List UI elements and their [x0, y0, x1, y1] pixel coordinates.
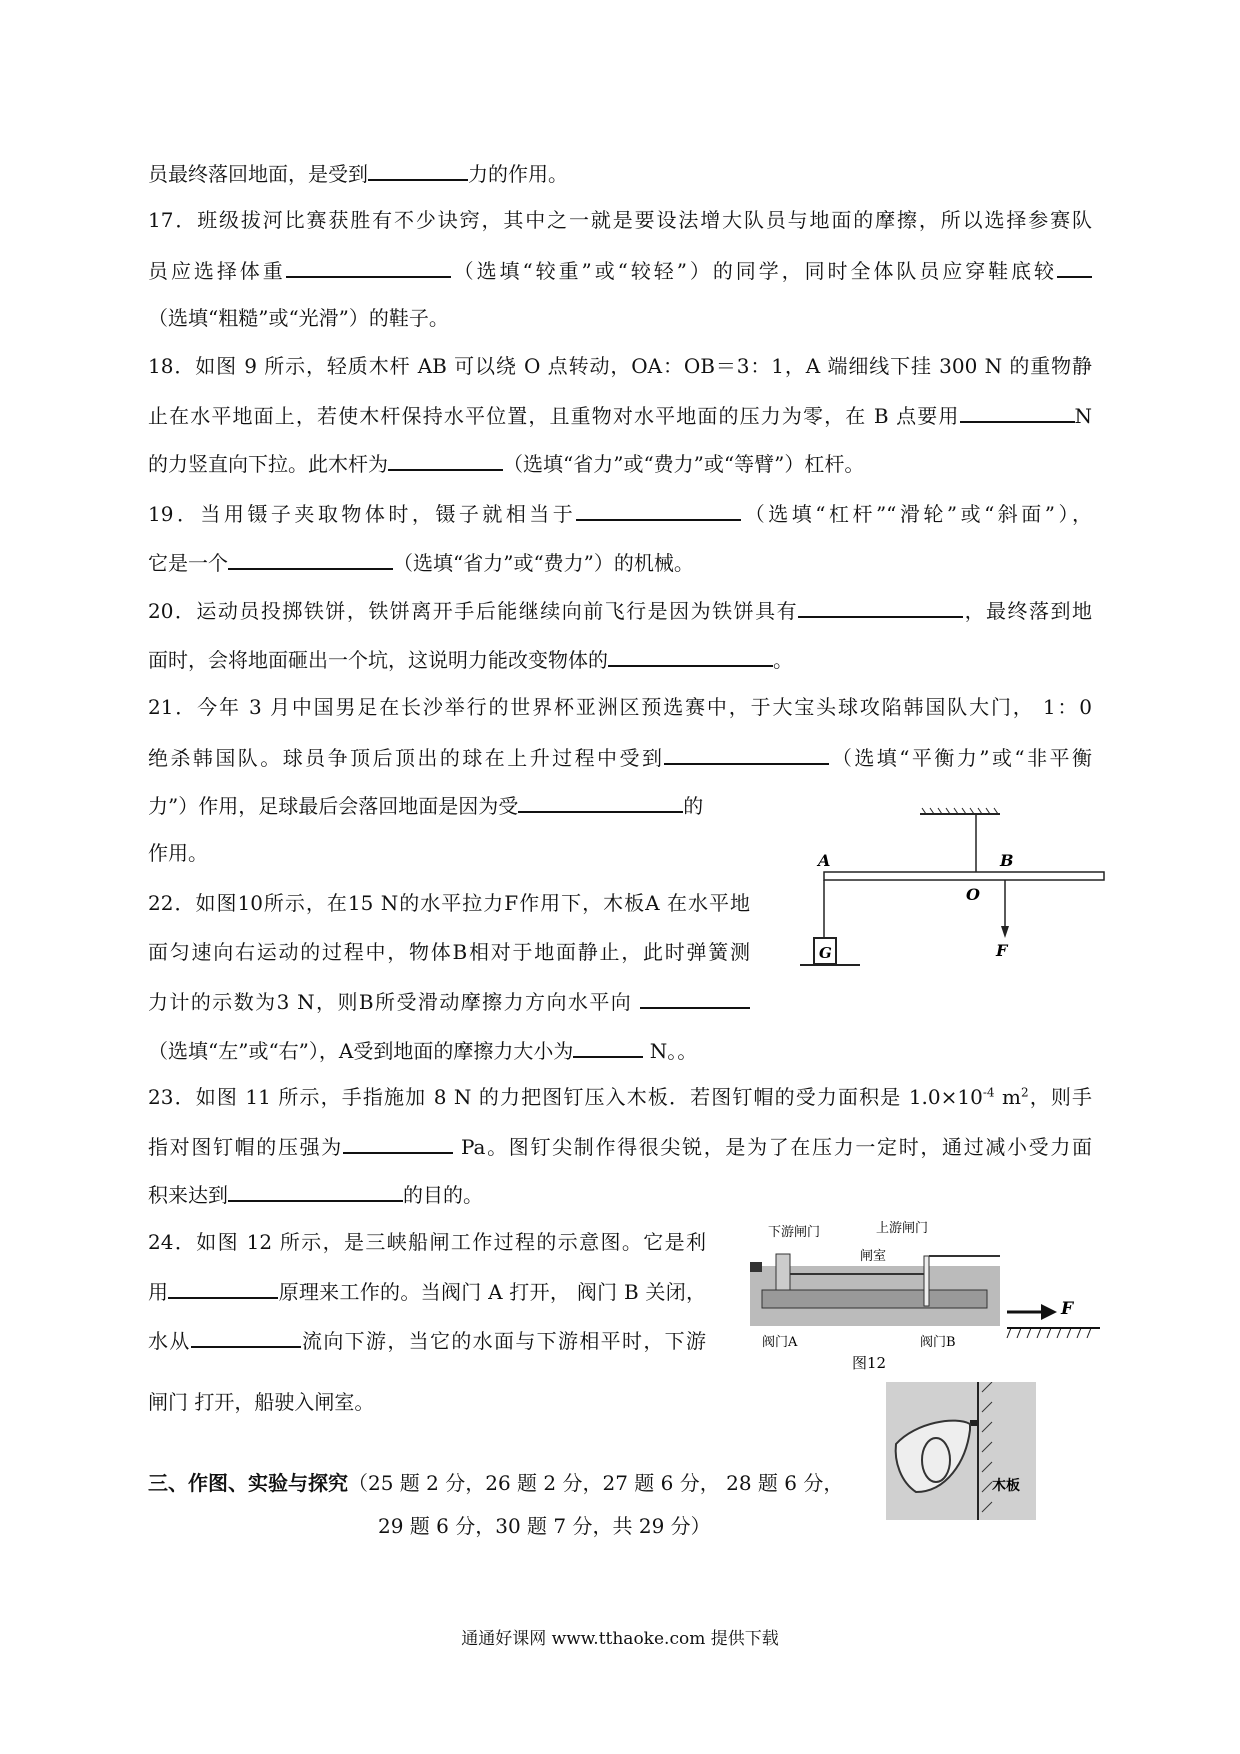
text: 17．班级拔河比赛获胜有不少诀窍，其中之一就是要设法增大队员与地面的摩擦，所以选择参赛队: [148, 208, 1092, 232]
section-scoring: （25 题 2 分，26 题 2 分，27 题 6 分， 28 题 6 分，: [348, 1471, 844, 1495]
label-f: F: [1061, 1299, 1074, 1319]
text: N: [1074, 404, 1092, 427]
answer-blank[interactable]: [368, 159, 468, 181]
text: 水从: [148, 1329, 191, 1352]
footer-source: 通通好课网 www.tthaoke.com 提供下载: [461, 1629, 779, 1649]
label-chamber: 闸室: [860, 1249, 887, 1264]
question-17: [148, 207, 1092, 233]
answer-blank[interactable]: [286, 256, 451, 278]
text: （选填“省力”或“费力”或“等臂”）杠杆。: [503, 452, 865, 476]
answer-blank[interactable]: [191, 1326, 301, 1348]
text-line: [148, 159, 568, 185]
label-valve-b: 阀门B: [920, 1335, 956, 1350]
label-a: A: [818, 851, 831, 870]
text: （选填“省力”或“费力”）的机械。: [393, 551, 694, 575]
text: （选填“左”或“右”），A受到地面的摩擦力大小为: [148, 1039, 574, 1063]
thumbtack-figure: [886, 1382, 1038, 1522]
text: （选填“平衡力”或“非平衡: [829, 746, 1092, 769]
answer-blank[interactable]: [573, 1036, 643, 1058]
text-line: [148, 1036, 697, 1062]
text-line: [148, 1389, 374, 1415]
exponent: 2: [1021, 1085, 1029, 1100]
text-line: [148, 401, 1092, 427]
text-line: [148, 987, 750, 1013]
text-line: [148, 449, 864, 475]
text: 员应选择体重: [148, 259, 286, 282]
question-19: [148, 499, 1092, 525]
text: 22．如图10所示，在15 N的水平拉力F作用下，木板A 在水平地: [148, 891, 750, 915]
text-line: [148, 1180, 483, 1206]
answer-blank[interactable]: [608, 645, 773, 667]
text: 流向下游，当它的水面与下游相平时，下游: [300, 1329, 706, 1352]
text: N。。: [643, 1039, 698, 1063]
text-line: [148, 1132, 1092, 1158]
text-line: [148, 548, 694, 574]
text: 力的作用。: [468, 162, 568, 186]
label-g: G: [819, 944, 832, 962]
text: 它是一个: [148, 551, 228, 575]
label-upstream-gate: 上游闸门: [876, 1221, 929, 1236]
text: 原理来工作的。当阀门 A 打开， 阀门 B 关闭，: [278, 1280, 706, 1303]
section-heading: [148, 1470, 843, 1496]
text: 21．今年 3 月中国男足在长沙举行的世界杯亚洲区预选赛中，于大宝头球攻陷韩国队大门， 1：0: [148, 695, 1092, 719]
exponent: -4: [982, 1085, 995, 1100]
answer-blank[interactable]: [640, 987, 750, 1009]
text-line: [148, 1326, 706, 1352]
text: 24．如图 12 所示，是三峡船闸工作过程的示意图。它是利: [148, 1230, 706, 1254]
answer-blank[interactable]: [1057, 256, 1092, 278]
question-20: [148, 596, 1092, 622]
text: 面匀速向右运动的过程中，物体B相对于地面静止，此时弹簧测: [148, 940, 750, 964]
text: 18．如图 9 所示，轻质木杆 AB 可以绕 O 点转动，OA：OB＝3：1，A 端细线下挂 300 N 的重物静: [148, 354, 1092, 378]
lever-figure: [800, 800, 1110, 980]
text-line: [148, 939, 750, 965]
text: 止在水平地面上，若使木杆保持水平位置，且重物对水平地面的压力为零，在 B 点要用: [148, 404, 960, 427]
text: ，则手: [1028, 1085, 1092, 1109]
figure-caption: 图12: [852, 1354, 887, 1372]
text: 用: [148, 1280, 169, 1303]
text: 20．运动员投掷铁饼，铁饼离开手后能继续向前飞行是因为铁饼具有: [148, 599, 799, 622]
text: 指对图钉帽的压强为: [148, 1135, 343, 1158]
answer-blank[interactable]: [343, 1132, 453, 1154]
question-18: [148, 353, 1092, 379]
text: 闸门 打开，船驶入闸室。: [148, 1390, 375, 1414]
question-22: [148, 890, 750, 916]
label-o: O: [966, 885, 980, 904]
label-b: B: [1000, 851, 1014, 870]
answer-blank[interactable]: [228, 548, 393, 570]
answer-blank[interactable]: [388, 449, 503, 471]
answer-blank[interactable]: [228, 1180, 403, 1202]
text: 23．如图 11 所示，手指施加 8 N 的力把图钉压入木板．若图钉帽的受力面积是 1.0×10: [148, 1085, 983, 1109]
label-downstream-gate: 下游闸门: [768, 1225, 821, 1240]
question-23: [148, 1084, 1092, 1110]
text: 19．当用镊子夹取物体时，镊子就相当于: [148, 502, 577, 525]
text-line: [148, 645, 793, 671]
answer-blank[interactable]: [798, 596, 963, 618]
answer-blank[interactable]: [518, 791, 683, 813]
text: 的目的。: [403, 1183, 483, 1207]
text: Pa。图钉尖制作得很尖锐，是为了在压力一定时，通过减小受力面: [452, 1135, 1092, 1158]
text-line: [148, 743, 1092, 769]
label-f: F: [996, 941, 1008, 960]
answer-blank[interactable]: [576, 499, 741, 521]
text: 面时，会将地面砸出一个坑，这说明力能改变物体的: [148, 648, 608, 672]
text: 积来达到: [148, 1183, 228, 1207]
text-line: [148, 840, 208, 866]
text-line: [148, 1277, 706, 1303]
question-21: [148, 694, 1092, 720]
text: 。: [773, 648, 793, 672]
answer-blank[interactable]: [664, 743, 829, 765]
pull-force-figure: [1005, 1292, 1105, 1342]
answer-blank[interactable]: [168, 1277, 278, 1299]
answer-blank[interactable]: [960, 401, 1075, 423]
text: （选填“粗糙”或“光滑”）的鞋子。: [148, 306, 449, 330]
text: （选填“较重”或“较轻”）的同学，同时全体队员应穿鞋底较: [450, 259, 1058, 282]
text: 力计的示数为3 N，则B所受滑动摩擦力方向水平向: [148, 990, 633, 1013]
text: 作用。: [148, 841, 208, 865]
text: 29 题 6 分，30 题 7 分，共 29 分）: [378, 1514, 711, 1538]
ship-lock-figure: [748, 1218, 1008, 1378]
text: ，最终落到地: [963, 599, 1092, 622]
label-valve-a: 阀门A: [762, 1335, 798, 1350]
text: 的力竖直向下拉。此木杆为: [148, 452, 388, 476]
text: 的: [683, 794, 704, 818]
text-line: [148, 791, 703, 817]
text: 力”）作用，足球最后会落回地面是因为受: [148, 794, 519, 818]
question-24: [148, 1229, 706, 1255]
label-board: 木板: [992, 1478, 1020, 1494]
text: （选填“杠杆”“滑轮”或“斜面”），: [741, 502, 1092, 525]
section-title: 三、作图、实验与探究: [148, 1471, 348, 1495]
section-scoring-2: [378, 1513, 711, 1539]
text-line: [148, 256, 1092, 282]
text: 员最终落回地面，是受到: [148, 162, 368, 186]
text: 绝杀韩国队。球员争顶后顶出的球在上升过程中受到: [148, 746, 665, 769]
text-line: [148, 305, 449, 331]
text: m: [994, 1085, 1021, 1109]
